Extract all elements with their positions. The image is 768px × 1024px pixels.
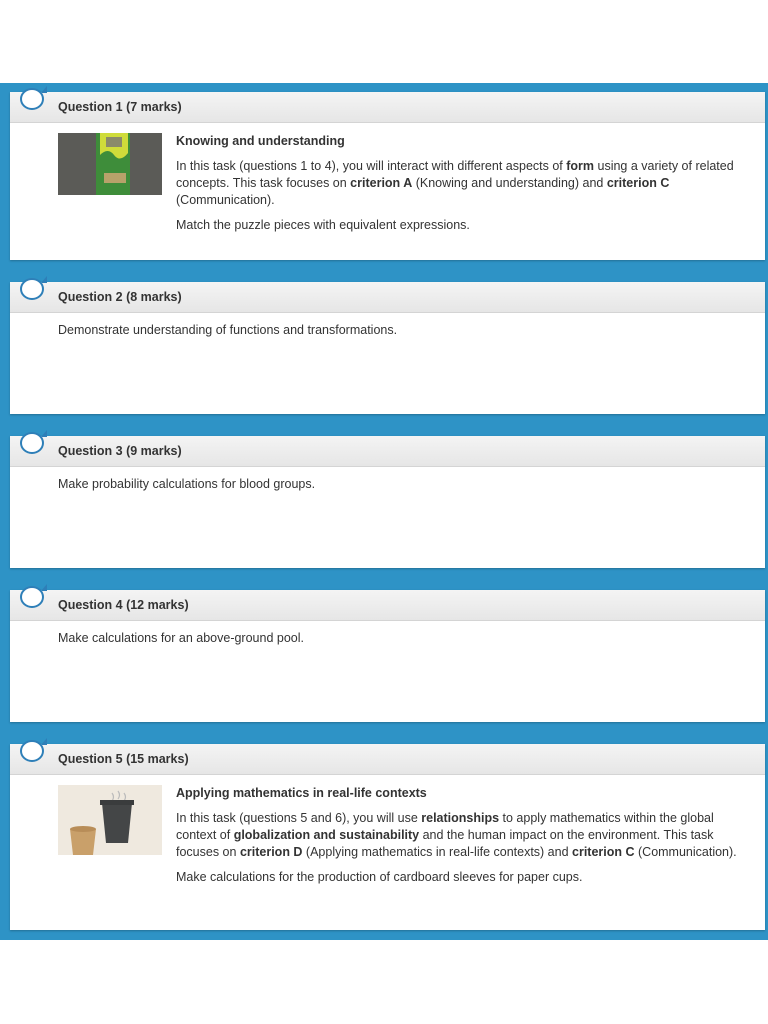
bold-term: relationships <box>421 811 500 825</box>
question-header-4[interactable] <box>10 590 765 621</box>
question-title: Question 5 (15 marks) <box>58 752 189 766</box>
comment-bubble-icon[interactable] <box>20 740 44 762</box>
bold-term: criterion D <box>239 845 303 859</box>
question-header-1[interactable] <box>10 92 765 123</box>
bold-term: criterion C <box>606 176 670 190</box>
text-run: (Communication). <box>176 193 275 207</box>
comment-bubble-icon[interactable] <box>20 432 44 454</box>
question-card-2[interactable] <box>10 282 765 414</box>
text-run: (Knowing and understanding) and <box>412 176 607 190</box>
text-run: and the human impact on the environment. This task focuses on <box>176 828 714 859</box>
task-instruction: Match the puzzle pieces with equivalent expressions. <box>176 218 470 232</box>
question-summary: Demonstrate understanding of functions and transformations. <box>58 323 398 337</box>
comment-bubble-icon[interactable] <box>20 88 44 110</box>
bold-term: form <box>566 159 595 173</box>
question-title: Question 2 (8 marks) <box>58 290 182 304</box>
comment-bubble-icon[interactable] <box>20 586 44 608</box>
text-run: using a variety of related concepts. This task focuses on <box>176 159 734 190</box>
question-summary: Make probability calculations for blood groups. <box>58 477 316 491</box>
section-heading: Knowing and understanding <box>176 134 345 148</box>
text-run: to apply mathematics within the global context of <box>176 811 714 842</box>
task-description <box>176 158 751 209</box>
question-title: Question 4 (12 marks) <box>58 598 189 612</box>
paper-cups-icon <box>58 785 162 855</box>
question-summary: Make calculations for an above-ground pool. <box>58 631 304 645</box>
question-card-3[interactable] <box>10 436 765 568</box>
bold-term: globalization and sustainability <box>233 828 420 842</box>
question-header-5[interactable] <box>10 744 765 775</box>
question-card-4[interactable] <box>10 590 765 722</box>
question-card-5[interactable] <box>10 744 765 930</box>
bold-term: criterion A <box>350 176 413 190</box>
question-card-1[interactable] <box>10 92 765 260</box>
bold-term: criterion C <box>572 845 635 859</box>
task-instruction: Make calculations for the production of cardboard sleeves for paper cups. <box>176 870 583 884</box>
text-run: In this task (questions 5 and 6), you will use <box>176 811 422 825</box>
comment-bubble-icon[interactable] <box>20 278 44 300</box>
section-heading: Applying mathematics in real-life contexts <box>176 786 427 800</box>
question-title: Question 1 (7 marks) <box>58 100 182 114</box>
question-header-3[interactable] <box>10 436 765 467</box>
text-run: (Applying mathematics in real-life contexts) and <box>302 845 573 859</box>
text-run: (Communication). <box>634 845 737 859</box>
question-header-2[interactable] <box>10 282 765 313</box>
task-description <box>176 810 751 861</box>
text-run: In this task (questions 1 to 4), you will interact with different aspects of <box>176 159 567 173</box>
question-title: Question 3 (9 marks) <box>58 444 182 458</box>
puzzle-icon <box>58 133 162 195</box>
